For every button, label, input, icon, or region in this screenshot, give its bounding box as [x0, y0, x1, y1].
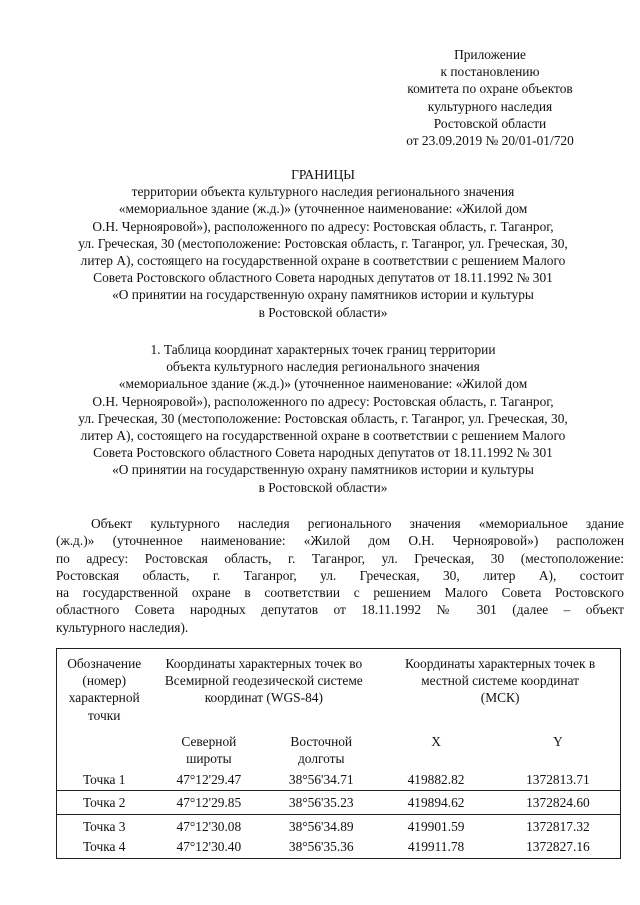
heading-line: территории объекта культурного наследия регионального значения — [131, 184, 515, 200]
table-row — [57, 837, 621, 859]
point-lat: 47°12'30.40 — [151, 837, 266, 859]
appendix-line: комитета по охране объектов — [407, 81, 573, 97]
heading-line: литер А), состоящего на государственной охране в соответствии с решением Малого — [80, 253, 566, 269]
point-name: Точка 2 — [57, 791, 152, 815]
table-subheader-row — [57, 724, 621, 767]
section-line: ул. Греческая, 30 (местоположение: Ростовская область, г. Таганрог, ул. Греческая, 30, — [78, 410, 568, 426]
point-x: 419882.82 — [407, 772, 465, 788]
section-line: 1. Таблица координат характерных точек границ территории — [150, 342, 496, 357]
point-y: 1372824.60 — [496, 791, 621, 815]
heading-line: «мемориальное здание (ж.д.)» (уточненное наименование: «Жилой дом — [118, 201, 528, 217]
point-y: 1372817.32 — [496, 815, 621, 838]
point-x: 419894.62 — [376, 791, 496, 815]
appendix-line: к постановлению — [440, 64, 540, 80]
header-y: Y — [496, 724, 621, 767]
table-header-row — [57, 649, 621, 724]
paragraph-line: Ростовская область, г. Таганрог, ул. Греческая, 30, литер А), состоит — [56, 567, 624, 583]
appendix-line: от 23.09.2019 № 20/01-01/720 — [406, 133, 574, 149]
point-lon: 38°56'35.36 — [266, 837, 376, 859]
point-name: Точка 3 — [57, 815, 152, 838]
paragraph-line: (ж.д.)» (уточненное наименование: «Жилой дом О.Н. Чернояровой») расположен — [56, 533, 624, 549]
point-lon: 38°56'34.71 — [288, 772, 354, 788]
header-designation: Обозначение (номер) характерной точки — [57, 649, 152, 724]
header-east: Восточной долготы — [290, 733, 353, 767]
heading-line: О.Н. Чернояровой»), расположенного по адресу: Ростовская область, г. Таганрог, — [92, 218, 554, 234]
section-line: в Ростовской области» — [258, 479, 388, 495]
description-paragraph — [56, 515, 624, 636]
header-msk: Координаты характерных точек в местной системе координат (МСК) — [376, 649, 620, 724]
section-line: «мемориальное здание (ж.д.)» (уточненное наименование: «Жилой дом — [118, 376, 528, 392]
point-lat: 47°12'30.08 — [151, 815, 266, 838]
paragraph-line: по адресу: Ростовская область, г. Таганрог, ул. Греческая, 30 (местоположение: — [56, 550, 624, 566]
table-row — [57, 767, 621, 791]
point-x: 419901.59 — [376, 815, 496, 838]
heading-line: в Ростовской области» — [258, 304, 388, 320]
table-row — [57, 815, 621, 838]
point-lon: 38°56'34.89 — [266, 815, 376, 838]
header-north: Северной широты — [181, 733, 237, 767]
section-line: О.Н. Чернояровой»), расположенного по адресу: Ростовская область, г. Таганрог, — [92, 393, 554, 409]
appendix-line: Приложение — [454, 47, 526, 62]
point-name: Точка 4 — [57, 837, 152, 859]
paragraph-line: областного Совета народных депутатов от 18.11.1992 № 301 (далее – объект — [56, 602, 624, 618]
header-x: X — [431, 733, 441, 749]
paragraph-line: культурного наследия). — [56, 619, 189, 635]
section-line: «О принятии на государственную охрану памятников истории и культуры — [112, 462, 534, 478]
point-lon: 38°56'35.23 — [266, 791, 376, 815]
section-line: объекта культурного наследия регионального значения — [166, 359, 480, 375]
table-row — [57, 791, 621, 815]
appendix-line: Ростовской области — [433, 115, 547, 131]
heading-line: Совета Ростовского областного Совета народных депутатов от 18.11.1992 № 301 — [93, 270, 553, 286]
point-y: 1372813.71 — [496, 767, 621, 791]
document-heading — [28, 166, 618, 321]
section-line: литер А), состоящего на государственной охране в соответствии с решением Малого — [80, 428, 566, 444]
section-line: Совета Ростовского областного Совета народных депутатов от 18.11.1992 № 301 — [93, 445, 553, 461]
paragraph-line: на государственной охране в соответствии с решением Малого Совета Ростовского — [56, 585, 624, 601]
appendix-line: культурного наследия — [427, 98, 553, 114]
point-lat: 47°12'29.47 — [176, 772, 242, 788]
point-lat: 47°12'29.85 — [151, 791, 266, 815]
coordinates-table — [56, 648, 621, 859]
heading-line: ул. Греческая, 30 (местоположение: Ростовская область, г. Таганрог, ул. Греческая, 30, — [78, 235, 568, 251]
heading-line: «О принятии на государственную охрану памятников истории и культуры — [112, 287, 534, 303]
heading-title: ГРАНИЦЫ — [291, 167, 355, 182]
header-wgs: Координаты характерных точек во Всемирной геодезической системе координат (WGS-84) — [151, 649, 376, 724]
point-name: Точка 1 — [57, 767, 152, 791]
point-y: 1372827.16 — [496, 837, 621, 859]
paragraph-line: Объект культурного наследия регионального значения «мемориальное здание — [91, 516, 624, 531]
appendix-block — [370, 46, 610, 149]
point-x: 419911.78 — [376, 837, 496, 859]
section-title — [28, 341, 618, 496]
